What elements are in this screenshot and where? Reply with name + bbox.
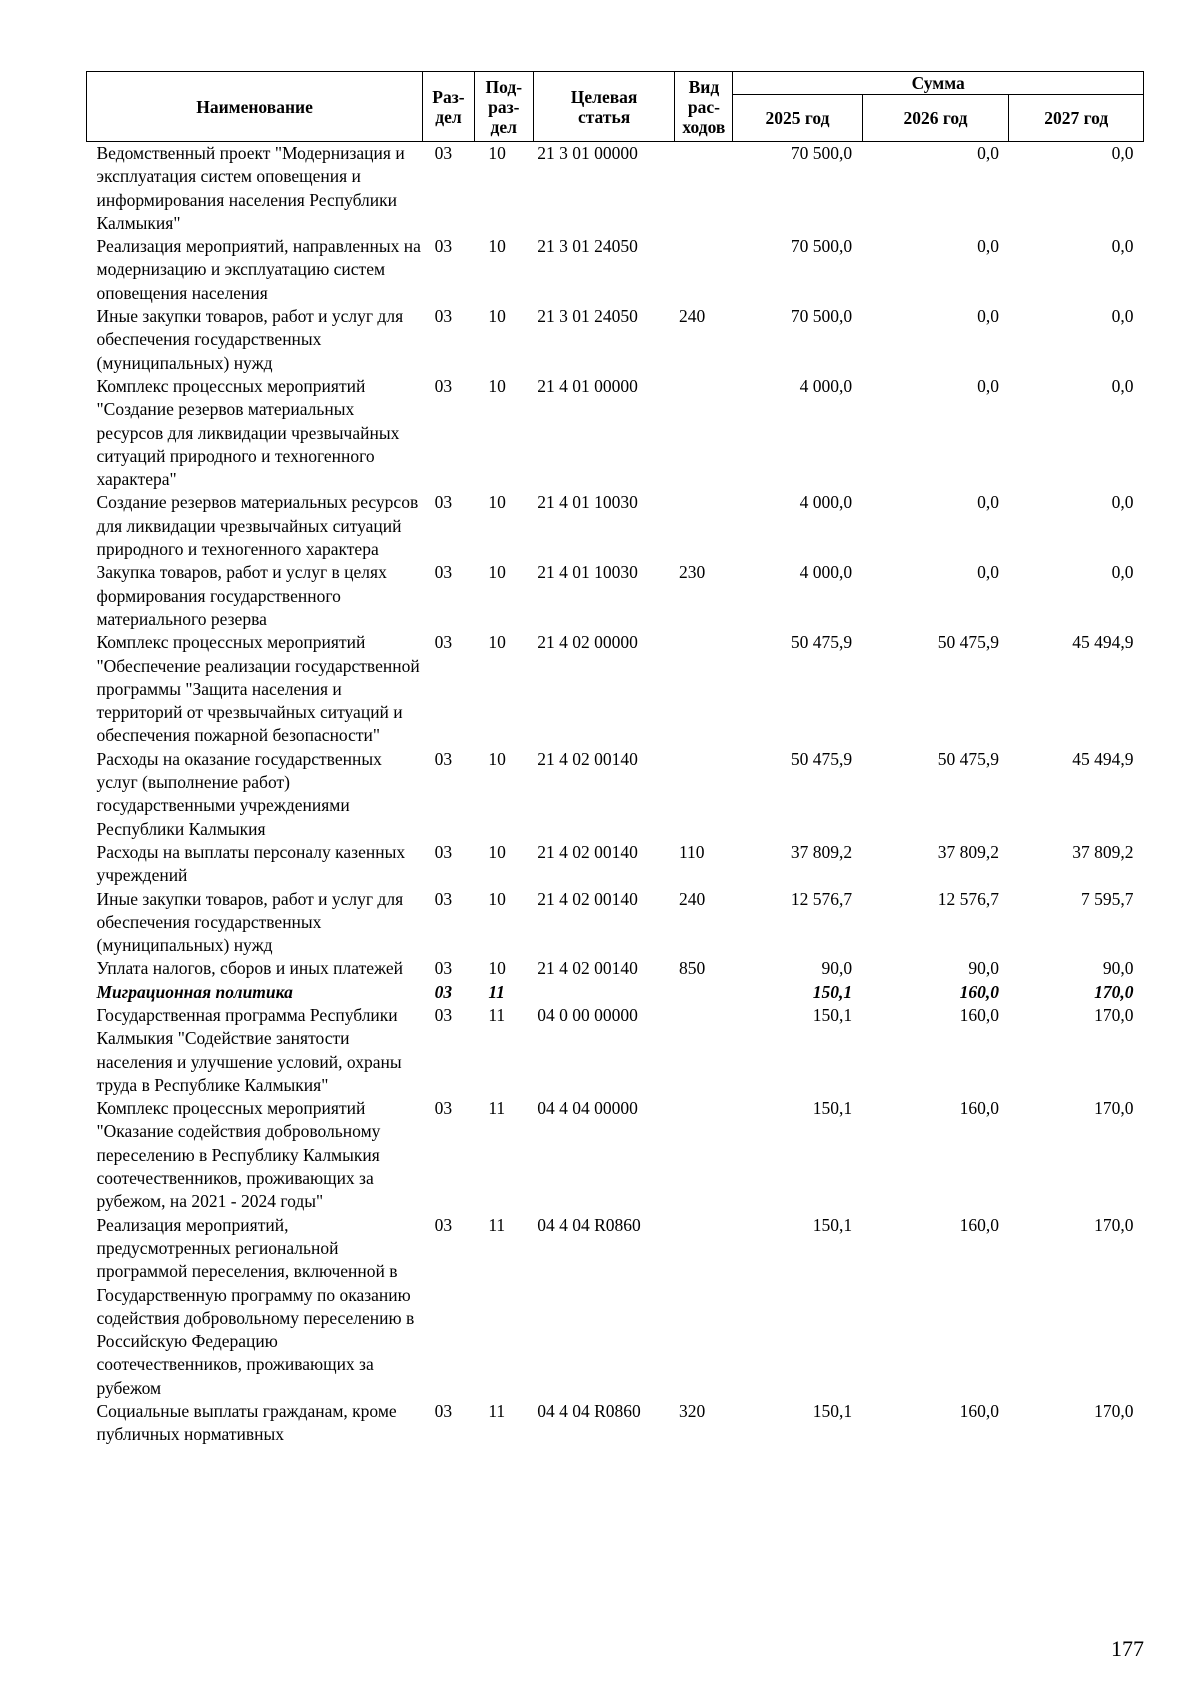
row-celevaya-statya: 21 4 02 00140 [537,748,638,769]
row-razdel: 03 [434,492,453,513]
row-name: Иные закупки товаров, работ и услуг для обеспечения государственных (муниципальных) нужд [96,306,404,373]
row-celevaya-statya: 04 0 00 00000 [537,1004,638,1025]
row-sum-2027: 0,0 [1111,236,1134,257]
header-name: Наименование [87,72,423,142]
row-razdel: 03 [434,888,453,909]
row-sum-2025: 150,1 [812,1214,853,1235]
row-vid-rashodov [675,748,733,841]
row-celevaya-statya: 04 4 04 R0860 [537,1214,641,1235]
row-sum-2026: 0,0 [977,492,999,513]
row-podrazdel: 10 [488,841,506,862]
header-2026: 2026 год [862,95,1009,142]
row-podrazdel: 10 [488,958,506,979]
row-vid-rashodov: 320 [678,1401,706,1422]
row-celevaya-statya: 21 4 01 10030 [537,562,638,583]
row-name: Комплекс процессных мероприятий "Оказание содействия добровольному переселению в Республику Калмыкия соотечественников, проживающих за рубежом, на 2021 - 2024 годы" [96,1098,381,1212]
row-sum-2025: 150,1 [812,1098,853,1119]
table-row [87,1097,1144,1213]
row-name: Государственная программа Республики Калмыкия "Содействие занятости населения и улучшение условий, охраны труда в Республике Калмыкия" [96,1004,402,1095]
row-sum-2025: 70 500,0 [790,143,853,163]
table-row [87,841,1144,888]
row-razdel: 03 [434,236,453,257]
row-vid-rashodov [675,235,733,305]
header-summa: Сумма [733,72,1144,95]
row-sum-2025: 150,1 [812,1004,853,1025]
row-sum-2026: 90,0 [968,958,999,979]
row-sum-2027: 170,0 [1094,1401,1134,1422]
row-sum-2027: 170,0 [1094,1214,1134,1235]
row-sum-2026: 0,0 [977,562,999,583]
row-razdel: 03 [434,632,453,653]
row-razdel: 03 [434,143,453,163]
table-row [87,1400,1144,1447]
row-sum-2026: 160,0 [959,981,999,1002]
row-sum-2027: 170,0 [1094,1098,1134,1119]
row-vid-rashodov [675,1214,733,1400]
table-row [87,235,1144,305]
row-celevaya-statya: 21 3 01 00000 [537,143,638,163]
row-sum-2025: 90,0 [821,958,853,979]
row-sum-2027: 0,0 [1111,562,1134,583]
row-vid-rashodov: 240 [678,888,706,909]
row-razdel: 03 [434,1401,453,1422]
table-row [87,305,1144,375]
row-sum-2027: 170,0 [1094,1004,1134,1025]
row-sum-2025: 50 475,9 [790,748,853,769]
row-name: Социальные выплаты гражданам, кроме публичных нормативных [96,1401,397,1445]
header-celevaya-statya: Целевая статья [533,72,675,142]
row-sum-2027: 0,0 [1111,492,1134,513]
row-vid-rashodov [675,375,733,491]
table-row [87,1214,1144,1400]
row-sum-2026: 50 475,9 [937,632,999,653]
row-vid-rashodov [675,1004,733,1097]
row-sum-2027: 0,0 [1111,306,1134,327]
row-vid-rashodov [675,142,733,236]
row-podrazdel: 10 [488,306,506,327]
row-sum-2025: 150,1 [812,981,853,1002]
row-razdel: 03 [434,1214,453,1235]
row-vid-rashodov [675,981,733,1004]
header-2025: 2025 год [733,95,862,142]
row-vid-rashodov: 240 [678,306,706,327]
row-vid-rashodov [675,491,733,561]
row-podrazdel: 11 [488,1098,506,1119]
table-row [87,561,1144,631]
row-celevaya-statya: 21 4 02 00140 [537,958,638,979]
row-sum-2025: 70 500,0 [790,236,853,257]
row-celevaya-statya: 04 4 04 R0860 [537,1401,641,1422]
row-celevaya-statya: 21 4 01 00000 [537,375,638,396]
table-row [87,888,1144,958]
row-sum-2027: 0,0 [1111,375,1134,396]
row-celevaya-statya: 04 4 04 00000 [537,1098,638,1119]
row-podrazdel: 10 [488,632,506,653]
row-podrazdel: 11 [488,981,505,1002]
row-sum-2026: 0,0 [977,306,999,327]
row-name: Комплекс процессных мероприятий "Создание резервов материальных ресурсов для ликвидации чрезвычайных ситуаций природного и техногенного характера" [96,375,400,490]
row-name: Закупка товаров, работ и услуг в целях формирования государственного материального резерва [96,562,387,629]
row-sum-2027: 45 494,9 [1072,748,1134,769]
row-sum-2026: 37 809,2 [937,841,999,862]
table-row [87,957,1144,980]
row-sum-2026: 0,0 [977,236,999,257]
row-razdel: 03 [434,958,453,979]
row-name: Реализация мероприятий, предусмотренных региональной программой переселения, включенной в Государственную программу по оказанию содействия добровольному переселению в Российскую Федерацию соотечественников, проживающих за рубежом [96,1214,415,1398]
table-row [87,981,1144,1004]
header-razdel: Раз- дел [423,72,475,142]
table-row [87,748,1144,841]
row-sum-2026: 160,0 [959,1401,999,1422]
row-sum-2027: 0,0 [1111,143,1134,163]
row-celevaya-statya [533,981,675,1004]
row-vid-rashodov [675,1097,733,1213]
row-sum-2025: 4 000,0 [799,375,853,396]
row-sum-2025: 150,1 [812,1401,853,1422]
row-sum-2025: 12 576,7 [790,888,853,909]
row-razdel: 03 [434,841,453,862]
row-celevaya-statya: 21 3 01 24050 [537,306,638,327]
row-podrazdel: 11 [488,1401,506,1422]
row-sum-2027: 37 809,2 [1072,841,1134,862]
row-name: Комплекс процессных мероприятий "Обеспечение реализации государственной программы "Защита населения и территорий от чрезвычайных ситуаций и обеспечения пожарной безопасности" [96,632,420,746]
row-sum-2025: 4 000,0 [799,562,853,583]
header-2027: 2027 год [1009,95,1144,142]
row-vid-rashodov: 850 [678,958,706,979]
row-sum-2026: 160,0 [959,1098,999,1119]
row-razdel: 03 [434,748,453,769]
header-vid-rashodov: Вид рас- ходов [675,72,733,142]
row-celevaya-statya: 21 3 01 24050 [537,236,638,257]
row-sum-2026: 0,0 [977,375,999,396]
row-vid-rashodov [675,631,733,747]
budget-table [86,71,1144,1447]
row-name: Создание резервов материальных ресурсов для ликвидации чрезвычайных ситуаций природного и техногенного характера [96,492,419,560]
row-sum-2026: 160,0 [959,1214,999,1235]
header-podrazdel: Под- раз- дел [474,72,533,142]
row-razdel: 03 [434,1004,453,1025]
row-sum-2026: 12 576,7 [937,888,999,909]
row-name: Расходы на оказание государственных услуг (выполнение работ) государственными учреждениями Республики Калмыкия [96,748,382,839]
row-sum-2026: 160,0 [959,1004,999,1025]
row-vid-rashodov: 230 [678,562,706,583]
row-name: Расходы на выплаты персоналу казенных учреждений [96,841,406,886]
row-sum-2027: 45 494,9 [1072,632,1134,653]
row-name: Уплата налогов, сборов и иных платежей [96,958,403,979]
row-name: Миграционная политика [96,981,293,1002]
row-name: Иные закупки товаров, работ и услуг для обеспечения государственных (муниципальных) нужд [96,888,404,956]
row-razdel: 03 [434,375,453,396]
row-podrazdel: 10 [488,562,506,583]
row-podrazdel: 10 [488,748,506,769]
row-podrazdel: 10 [488,236,506,257]
row-sum-2026: 50 475,9 [937,748,999,769]
row-name: Реализация мероприятий, направленных на модернизацию и эксплуатацию систем оповещения населения [96,236,421,303]
table-row [87,1004,1144,1097]
row-razdel: 03 [434,306,453,327]
row-sum-2025: 37 809,2 [790,841,853,862]
table-row [87,631,1144,747]
table-row [87,375,1144,491]
row-name: Ведомственный проект "Модернизация и эксплуатация систем оповещения и информирования населения Республики Калмыкия" [96,143,405,233]
row-celevaya-statya: 21 4 01 10030 [537,492,638,513]
row-podrazdel: 10 [488,143,506,163]
row-sum-2027: 170,0 [1094,981,1134,1002]
row-celevaya-statya: 21 4 02 00000 [537,632,638,653]
row-razdel: 03 [434,562,453,583]
table-body [87,142,1144,1447]
row-razdel: 03 [434,1098,453,1119]
row-podrazdel: 10 [488,492,506,513]
row-celevaya-statya: 21 4 02 00140 [537,841,638,862]
row-sum-2026: 0,0 [977,143,999,163]
row-podrazdel: 10 [488,888,506,909]
table-row [87,491,1144,561]
page-number: 177 [1111,1636,1144,1661]
row-sum-2025: 4 000,0 [799,492,853,513]
row-podrazdel: 10 [488,375,506,396]
row-sum-2025: 50 475,9 [790,632,853,653]
table-row [87,142,1144,236]
row-razdel: 03 [434,981,453,1002]
row-podrazdel: 11 [488,1004,506,1025]
row-sum-2027: 7 595,7 [1081,888,1134,909]
row-celevaya-statya: 21 4 02 00140 [537,888,638,909]
row-podrazdel: 11 [488,1214,506,1235]
row-sum-2025: 70 500,0 [790,306,853,327]
row-vid-rashodov: 110 [678,841,705,862]
row-sum-2027: 90,0 [1102,958,1134,979]
